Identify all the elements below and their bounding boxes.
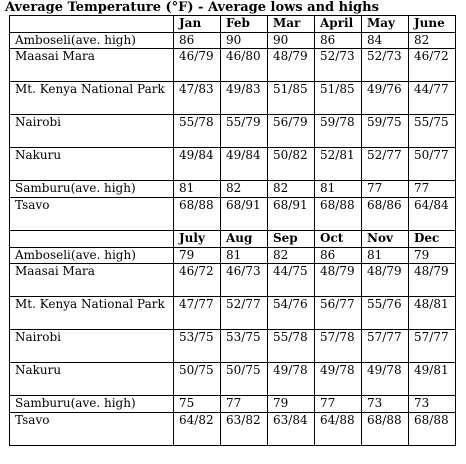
temperature-cell: 46/80 bbox=[221, 49, 268, 82]
temperature-cell: 68/91 bbox=[221, 198, 268, 231]
temperature-cell: 68/88 bbox=[174, 198, 221, 231]
place-name-cell: Nairobi bbox=[10, 330, 174, 363]
month-header: May bbox=[362, 16, 409, 33]
temperature-cell: 59/78 bbox=[315, 115, 362, 148]
temperature-cell: 84 bbox=[362, 33, 409, 49]
month-header-row bbox=[10, 231, 456, 248]
temperature-cell: 82 bbox=[268, 248, 315, 264]
month-header: Sep bbox=[268, 231, 315, 248]
temperature-cell: 51/85 bbox=[315, 82, 362, 115]
place-name-cell: Maasai Mara bbox=[10, 49, 174, 82]
temperature-cell: 51/85 bbox=[268, 82, 315, 115]
temperature-cell: 55/78 bbox=[268, 330, 315, 363]
temperature-cell: 77 bbox=[221, 396, 268, 413]
temperature-cell: 86 bbox=[315, 248, 362, 264]
temperature-cell: 50/82 bbox=[268, 148, 315, 181]
month-header: April bbox=[315, 16, 362, 33]
place-name-cell: Mt. Kenya National Park bbox=[10, 297, 174, 330]
temperature-cell: 52/81 bbox=[315, 148, 362, 181]
temperature-cell: 79 bbox=[268, 396, 315, 413]
temperature-cell: 82 bbox=[409, 33, 456, 49]
temperature-cell: 50/77 bbox=[409, 148, 456, 181]
temperature-cell: 53/75 bbox=[221, 330, 268, 363]
table-row bbox=[10, 264, 456, 297]
month-header: Feb bbox=[221, 16, 268, 33]
temperature-cell: 68/91 bbox=[268, 198, 315, 231]
temperature-cell: 50/75 bbox=[221, 363, 268, 396]
temperature-cell: 46/72 bbox=[409, 49, 456, 82]
place-name-cell: Tsavo bbox=[10, 413, 174, 446]
temperature-cell: 64/84 bbox=[409, 198, 456, 231]
temperature-cell: 79 bbox=[174, 248, 221, 264]
month-header: Aug bbox=[221, 231, 268, 248]
temperature-cell: 57/77 bbox=[409, 330, 456, 363]
table-row bbox=[10, 49, 456, 82]
temperature-cell: 64/88 bbox=[315, 413, 362, 446]
month-header: Oct bbox=[315, 231, 362, 248]
temperature-cell: 73 bbox=[362, 396, 409, 413]
temperature-cell: 63/82 bbox=[221, 413, 268, 446]
place-name-cell: Samburu(ave. high) bbox=[10, 396, 174, 413]
temperature-cell: 68/88 bbox=[409, 413, 456, 446]
temperature-cell: 55/76 bbox=[362, 297, 409, 330]
temperature-cell: 63/84 bbox=[268, 413, 315, 446]
temperature-cell: 48/79 bbox=[268, 49, 315, 82]
temperature-cell: 81 bbox=[174, 181, 221, 198]
temperature-cell: 49/76 bbox=[362, 82, 409, 115]
temperature-cell: 53/75 bbox=[174, 330, 221, 363]
table-row bbox=[10, 115, 456, 148]
table-row bbox=[10, 396, 456, 413]
temperature-cell: 81 bbox=[315, 181, 362, 198]
temperature-cell: 57/77 bbox=[362, 330, 409, 363]
temperature-cell: 55/78 bbox=[174, 115, 221, 148]
temperature-cell: 77 bbox=[362, 181, 409, 198]
table-row bbox=[10, 33, 456, 49]
temperature-cell: 73 bbox=[409, 396, 456, 413]
month-header: Mar bbox=[268, 16, 315, 33]
temperature-cell: 49/78 bbox=[362, 363, 409, 396]
temperature-cell: 46/79 bbox=[174, 49, 221, 82]
month-header: July bbox=[174, 231, 221, 248]
temperature-cell: 56/79 bbox=[268, 115, 315, 148]
temperature-cell: 49/78 bbox=[315, 363, 362, 396]
temperature-cell: 90 bbox=[268, 33, 315, 49]
temperature-cell: 82 bbox=[221, 181, 268, 198]
corner-cell bbox=[10, 16, 174, 33]
month-header: Dec bbox=[409, 231, 456, 248]
temperature-cell: 49/78 bbox=[268, 363, 315, 396]
month-header: Jan bbox=[174, 16, 221, 33]
temperature-cell: 54/76 bbox=[268, 297, 315, 330]
place-name-cell: Maasai Mara bbox=[10, 264, 174, 297]
table-row bbox=[10, 82, 456, 115]
temperature-cell: 55/79 bbox=[221, 115, 268, 148]
table-row bbox=[10, 297, 456, 330]
temperature-cell: 48/79 bbox=[409, 264, 456, 297]
temperature-cell: 68/88 bbox=[315, 198, 362, 231]
temperature-cell: 44/75 bbox=[268, 264, 315, 297]
place-name-cell: Nairobi bbox=[10, 115, 174, 148]
temperature-cell: 68/88 bbox=[362, 413, 409, 446]
temperature-cell: 56/77 bbox=[315, 297, 362, 330]
place-name-cell: Amboseli(ave. high) bbox=[10, 33, 174, 49]
place-name-cell: Mt. Kenya National Park bbox=[10, 82, 174, 115]
temperature-cell: 77 bbox=[315, 396, 362, 413]
temperature-cell: 48/79 bbox=[315, 264, 362, 297]
temperature-cell: 46/73 bbox=[221, 264, 268, 297]
temperature-cell: 47/83 bbox=[174, 82, 221, 115]
temperature-cell: 86 bbox=[174, 33, 221, 49]
temperature-cell: 49/84 bbox=[221, 148, 268, 181]
temperature-cell: 44/77 bbox=[409, 82, 456, 115]
temperature-cell: 52/73 bbox=[362, 49, 409, 82]
place-name-cell: Samburu(ave. high) bbox=[10, 181, 174, 198]
page-title: Average Temperature (°F) - Average lows and highs bbox=[5, 0, 379, 15]
place-name-cell: Tsavo bbox=[10, 198, 174, 231]
place-name-cell: Nakuru bbox=[10, 363, 174, 396]
month-header-row bbox=[10, 16, 456, 33]
place-name-cell: Amboseli(ave. high) bbox=[10, 248, 174, 264]
temperature-cell: 52/77 bbox=[221, 297, 268, 330]
table-row bbox=[10, 148, 456, 181]
temperature-cell: 46/72 bbox=[174, 264, 221, 297]
temperature-cell: 49/84 bbox=[174, 148, 221, 181]
temperature-cell: 75 bbox=[174, 396, 221, 413]
month-header: June bbox=[409, 16, 456, 33]
temperature-cell: 48/79 bbox=[362, 264, 409, 297]
table-row bbox=[10, 363, 456, 396]
temperature-cell: 52/73 bbox=[315, 49, 362, 82]
place-name-cell: Nakuru bbox=[10, 148, 174, 181]
temperature-cell: 68/86 bbox=[362, 198, 409, 231]
temperature-cell: 82 bbox=[268, 181, 315, 198]
table-row bbox=[10, 198, 456, 231]
corner-cell bbox=[10, 231, 174, 248]
temperature-cell: 49/83 bbox=[221, 82, 268, 115]
temperature-cell: 86 bbox=[315, 33, 362, 49]
temperature-table bbox=[9, 15, 456, 446]
temperature-cell: 77 bbox=[409, 181, 456, 198]
temperature-cell: 49/81 bbox=[409, 363, 456, 396]
temperature-cell: 59/75 bbox=[362, 115, 409, 148]
table-row bbox=[10, 181, 456, 198]
table-row bbox=[10, 248, 456, 264]
temperature-cell: 79 bbox=[409, 248, 456, 264]
temperature-cell: 90 bbox=[221, 33, 268, 49]
month-header: Nov bbox=[362, 231, 409, 248]
temperature-cell: 55/75 bbox=[409, 115, 456, 148]
temperature-cell: 81 bbox=[362, 248, 409, 264]
temperature-cell: 52/77 bbox=[362, 148, 409, 181]
temperature-cell: 81 bbox=[221, 248, 268, 264]
temperature-cell: 47/77 bbox=[174, 297, 221, 330]
temperature-cell: 50/75 bbox=[174, 363, 221, 396]
table-row bbox=[10, 413, 456, 446]
temperature-cell: 64/82 bbox=[174, 413, 221, 446]
temperature-cell: 57/78 bbox=[315, 330, 362, 363]
table-row bbox=[10, 330, 456, 363]
temperature-cell: 48/81 bbox=[409, 297, 456, 330]
